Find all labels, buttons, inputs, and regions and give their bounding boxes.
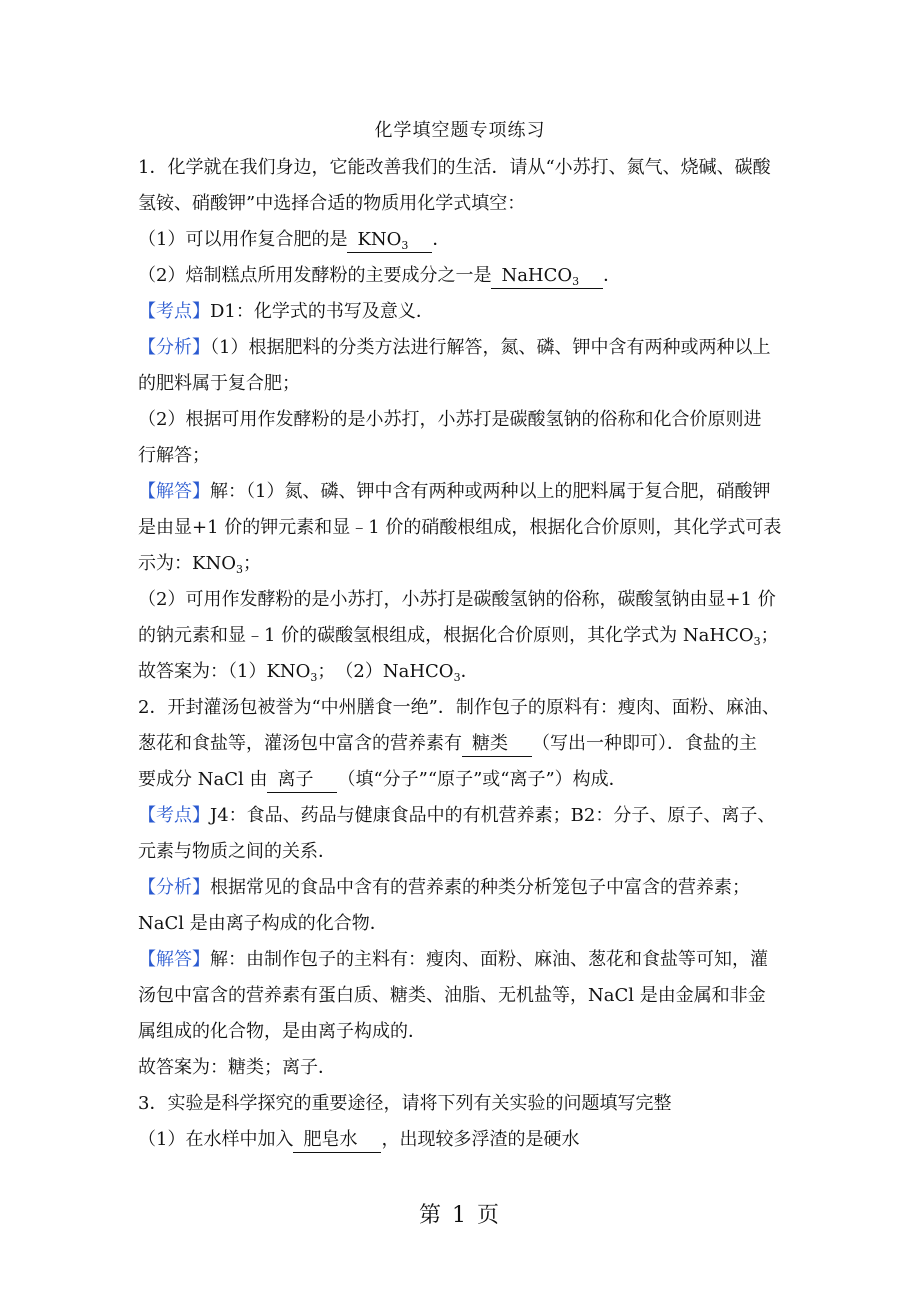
q2-jieda-line1	[138, 948, 798, 972]
q1-kaodian-text: D1：化学式的书写及意义．	[210, 301, 434, 322]
q2-fenxi-text1: 根据常见的食品中含有的营养素的种类分析笼包子中富含的营养素；	[210, 877, 750, 898]
q1-jieda5-end: ；	[760, 625, 779, 646]
q1-jieda-line1	[138, 480, 798, 504]
q3-part1-end: ，出现较多浮渣的是硬水	[381, 1129, 580, 1150]
q1-jieda5-sub: 3	[753, 635, 761, 648]
q1-fenxi-line3: （2）根据可用作发酵粉的是小苏打，小苏打是碳酸氢钠的俗称和化合价原则进	[138, 409, 762, 430]
q1-jieda3-sub: 3	[235, 563, 243, 576]
q1-final-text1: 故答案为：（1）KNO	[138, 661, 311, 682]
q1-fenxi-line1	[138, 336, 798, 360]
q3-part1	[138, 1128, 798, 1153]
q1-final-sub1: 3	[310, 671, 318, 684]
q1-jieda-line4: （2）可用作发酵粉的是小苏打，小苏打是碳酸氢钠的俗称，碳酸氢钠由显+1 价	[138, 589, 776, 610]
q1-final-text2: ； （2）NaHCO	[317, 661, 454, 682]
jieda-tag: 【解答】	[138, 481, 210, 502]
kaodian-tag: 【考点】	[138, 805, 210, 826]
q1-final-end: ．	[460, 661, 479, 682]
q1-part2-prompt: （2）焙制糕点所用发酵粉的主要成分之一是	[138, 265, 492, 286]
q2-answer1: 糖类	[462, 732, 532, 757]
q1-jieda-text1: 解：（1）氮、磷、钾中含有两种或两种以上的肥料属于复合肥，硝酸钾	[210, 481, 771, 502]
q1-jieda-line3	[138, 552, 798, 576]
q1-part1	[138, 228, 798, 253]
q1-stem-line1: 1．化学就在我们身边，它能改善我们的生活．请从“小苏打、氮气、烧碱、碳酸	[138, 157, 771, 178]
q1-fenxi-line2: 的肥料属于复合肥；	[138, 373, 300, 394]
q1-part1-answer	[347, 228, 432, 253]
q1-fenxi-line4: 行解答；	[138, 445, 210, 466]
page-number: 第 1 页	[419, 1203, 501, 1228]
q1-fenxi-text1: （1）根据肥料的分类方法进行解答，氮、磷、钾中含有两种或两种以上	[210, 337, 771, 358]
q1-part2-answer	[491, 264, 603, 289]
q2-jieda-text1: 解：由制作包子的主料有：瘦肉、面粉、麻油、葱花和食盐等可知，灌	[210, 949, 768, 970]
q1-final-sub2: 3	[453, 671, 461, 684]
q2-jieda-line2: 汤包中富含的营养素有蛋白质、糖类、油脂、无机盐等，NaCl 是由金属和非金	[138, 985, 766, 1006]
q2-stem2-end: （写出一种即可）．食盐的主	[532, 733, 757, 754]
q3-part1-prompt: （1）在水样中加入	[138, 1129, 294, 1150]
q1-part1-end: ．	[432, 229, 451, 250]
q1-jieda-line5	[138, 624, 798, 648]
kaodian-tag: 【考点】	[138, 301, 210, 322]
q2-answer2: 离子	[267, 768, 337, 793]
fenxi-tag: 【分析】	[138, 877, 210, 898]
q2-fenxi-line1	[138, 876, 798, 900]
q2-stem3-end: （填“分子”“原子”或“离子”）构成．	[337, 769, 627, 790]
q2-final-answer: 故答案为：糖类；离子．	[138, 1057, 336, 1078]
fenxi-tag: 【分析】	[138, 337, 210, 358]
q1-part2	[138, 264, 798, 289]
q2-kaodian-line1	[138, 804, 798, 828]
q1-stem-line2: 氢铵、硝酸钾”中选择合适的物质用化学式填空：	[138, 193, 526, 214]
q3-stem: 3．实验是科学探究的重要途径，请将下列有关实验的问题填写完整	[138, 1093, 672, 1114]
q1-jieda3-text: 示为：KNO	[138, 553, 236, 574]
q1-part2-answer-text: NaHCO	[501, 265, 573, 286]
q1-jieda5-text: 的钠元素和显﹣1 价的碳酸氢根组成，根据化合价原则，其化学式为 NaHCO	[138, 625, 754, 646]
q2-kaodian-line2: 元素与物质之间的关系．	[138, 841, 336, 862]
q1-kaodian	[138, 300, 798, 324]
q2-stem-line1: 2．开封灌汤包被誉为“中州膳食一绝”．制作包子的原料有：瘦肉、面粉、麻油、	[138, 697, 780, 718]
q3-part1-answer: 肥皂水	[293, 1128, 381, 1153]
q1-jieda3-end: ；	[242, 553, 261, 574]
q1-final-answer	[138, 660, 798, 684]
q1-jieda-line2: 是由显+1 价的钾元素和显﹣1 价的硝酸根组成，根据化合价原则，其化学式可表	[138, 517, 782, 538]
q2-fenxi-line2: NaCl 是由离子构成的化合物．	[138, 913, 388, 934]
q1-part1-answer-sub: 3	[401, 239, 409, 252]
page-title: 化学填空题专项练习	[374, 120, 546, 141]
q2-stem-line3	[138, 768, 798, 793]
jieda-tag: 【解答】	[138, 949, 210, 970]
q2-stem3-prompt: 要成分 NaCl 由	[138, 769, 268, 790]
q1-part2-answer-sub: 3	[572, 275, 580, 288]
q2-stem-line2	[138, 732, 798, 757]
q1-part1-answer-text: KNO	[357, 229, 402, 250]
q2-kaodian-text1: J4：食品、药品与健康食品中的有机营养素；B2：分子、原子、离子、	[210, 805, 776, 826]
q2-stem2-prompt: 葱花和食盐等，灌汤包中富含的营养素有	[138, 733, 462, 754]
q1-part2-end: ．	[603, 265, 622, 286]
q1-part1-prompt: （1）可以用作复合肥的是	[138, 229, 348, 250]
q2-jieda-line3: 属组成的化合物，是由离子构成的．	[138, 1021, 426, 1042]
